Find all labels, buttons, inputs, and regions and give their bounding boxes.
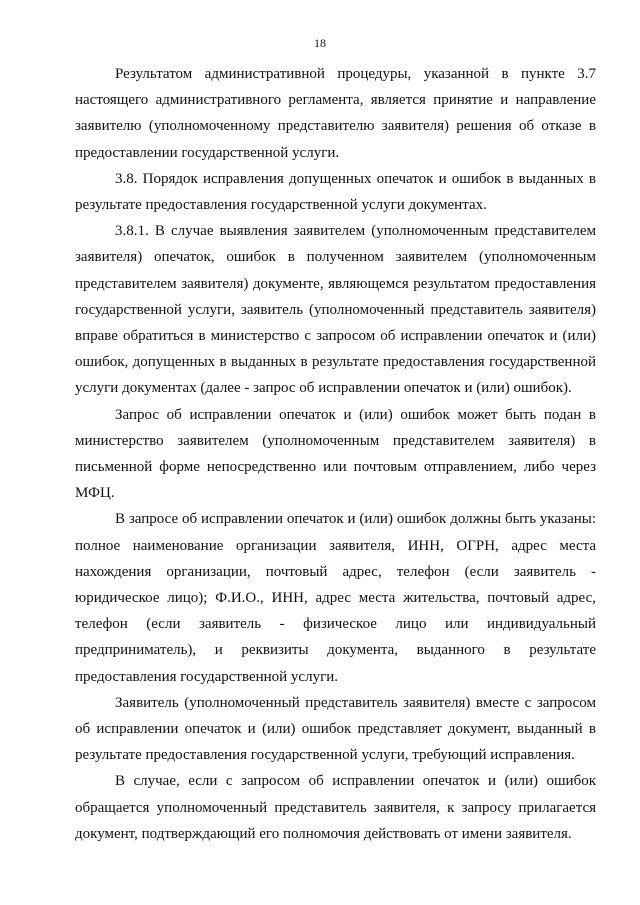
paragraph-request-contents: В запросе об исправлении опечаток и (или) ошибок должны быть указаны: полное наименование организации заявителя, ИНН, ОГРН, адрес места нахождения организации, почтовый адрес, телефон (если заявитель - юридическое лицо); Ф.И.О., ИНН, адрес места жительства, почтовый адрес, телефон (если заявитель - физическое лицо или индивидуальный предприниматель), и реквизиты документа, выданного в результате предоставления государственной услуги. [75,511,596,685]
paragraph-representative-authority: В случае, если с запросом об исправлении опечаток и (или) ошибок обращается уполномоченный представитель заявителя, к запросу прилагается документ, подтверждающий его полномочия действовать от имени заявителя. [75,773,596,842]
paragraph-section-3-8-1: 3.8.1. В случае выявления заявителем (уполномоченным представителем заявителя) опечаток, ошибок в полученном заявителем (уполномоченным представителем заявителя) документе, являющемся результатом предоставления государственной услуги, заявитель (уполномоченный представитель заявителя) вправе обратиться в министерство с запросом об исправлении опечаток и (или) ошибок, допущенных в выданных в результате предоставления государственной услуги документах (далее - запрос об исправлении опечаток и (или) ошибок). [75,223,596,397]
page-number: 18 [314,36,326,50]
paragraph-document-attached: Заявитель (уполномоченный представитель заявителя) вместе с запросом об исправлении опечаток и (или) ошибок представляет документ, выданный в результате предоставления государственной услуги, требующий исправления. [75,694,596,764]
paragraph-result-of-procedure: Результатом административной процедуры, указанной в пункте 3.7 настоящего административного регламента, является принятие и направление заявителю (уполномоченному представителю заявителя) решения об отказе в предоставлении государственной услуги. [75,66,596,161]
document-body [75,61,596,847]
paragraph-request-submission: Запрос об исправлении опечаток и (или) ошибок может быть подан в министерство заявителем (уполномоченным представителем заявителя) в письменной форме непосредственно или почтовым отправлением, либо через МФЦ. [75,406,596,502]
paragraph-section-3-8-heading: 3.8. Порядок исправления допущенных опечаток и ошибок в выданных в результате предоставления государственной услуги документах. [75,170,596,214]
